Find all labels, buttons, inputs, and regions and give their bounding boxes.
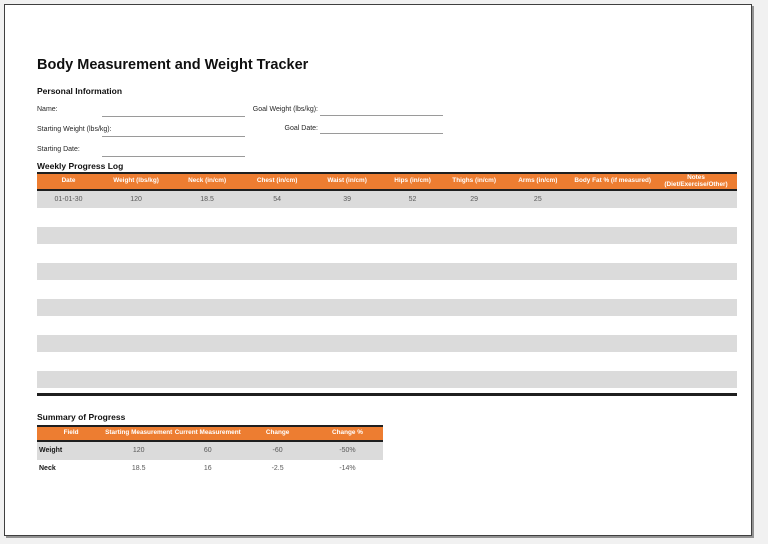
weekly-log-heading: Weekly Progress Log <box>37 161 124 171</box>
summary-col-change-pct: Change % <box>332 429 363 437</box>
summary-heading: Summary of Progress <box>37 412 126 422</box>
summary-col-change: Change <box>265 429 290 437</box>
summary-row-neck <box>37 460 383 478</box>
weekly-log-table <box>37 172 737 396</box>
empty-log-row[interactable] <box>37 371 737 388</box>
goal-weight-input[interactable] <box>320 106 443 116</box>
cell-weight[interactable]: 120 <box>130 196 142 203</box>
table-bottom-rule <box>37 393 737 396</box>
weekly-log-row-1 <box>37 191 737 208</box>
summary-current-value: 16 <box>203 465 212 472</box>
cell-hips[interactable]: 52 <box>408 196 417 203</box>
goal-weight-label: Goal Weight (lbs/kg): <box>252 106 318 113</box>
empty-log-row[interactable] <box>37 263 737 280</box>
col-header-hips: Hips (in/cm) <box>394 177 431 185</box>
empty-log-row[interactable] <box>37 335 737 352</box>
summary-change-pct-value: -50% <box>339 447 356 454</box>
cell-bodyfat[interactable] <box>570 191 655 208</box>
page-title: Body Measurement and Weight Tracker <box>37 57 309 73</box>
summary-table <box>37 425 383 478</box>
summary-change-value: -60 <box>272 447 283 454</box>
summary-starting-value: 18.5 <box>131 465 146 472</box>
empty-log-row[interactable] <box>37 227 737 244</box>
summary-row-weight <box>37 442 383 460</box>
summary-change-value: -2.5 <box>271 465 284 472</box>
cell-chest[interactable]: 54 <box>273 196 281 203</box>
col-header-waist: Waist (in/cm) <box>327 177 367 185</box>
col-header-date: Date <box>61 177 76 185</box>
summary-col-current: Current Measurement <box>174 429 241 437</box>
summary-current-value: 60 <box>203 447 212 454</box>
document-page <box>4 4 752 536</box>
col-header-thighs: Thighs (in/cm) <box>452 177 496 185</box>
empty-log-row[interactable] <box>37 299 737 316</box>
cell-thighs[interactable]: 29 <box>470 196 479 203</box>
cell-arms[interactable]: 25 <box>533 196 542 203</box>
summary-col-starting: Starting Measurement <box>105 429 173 437</box>
summary-col-field: Field <box>63 429 79 437</box>
summary-starting-value: 120 <box>132 447 145 454</box>
goal-date-input[interactable] <box>320 124 443 134</box>
goal-date-label: Goal Date: <box>284 125 318 132</box>
starting-weight-label: Starting Weight (lbs/kg): <box>37 126 112 133</box>
col-header-bodyfat: Body Fat % (if measured) <box>574 177 652 185</box>
name-label: Name: <box>37 106 58 113</box>
col-header-notes: Notes (Diet/Exercise/Other) <box>664 174 728 188</box>
summary-field-name: Neck <box>39 465 56 472</box>
col-header-weight: Weight (lbs/kg) <box>113 177 159 185</box>
col-header-arms: Arms (in/cm) <box>518 177 558 185</box>
summary-change-pct-value: -14% <box>339 465 356 472</box>
summary-field-name: Weight <box>39 447 63 454</box>
starting-date-input[interactable] <box>102 147 245 157</box>
summary-header-row <box>37 427 383 442</box>
personal-info-heading: Personal Information <box>37 86 123 96</box>
col-header-chest: Chest (in/cm) <box>256 177 298 185</box>
cell-date[interactable]: 01-01-30 <box>54 196 83 203</box>
weekly-log-header-row <box>37 174 737 191</box>
starting-date-label: Starting Date: <box>37 146 80 153</box>
cell-waist[interactable]: 39 <box>343 196 351 203</box>
col-header-neck: Neck (in/cm) <box>188 177 227 185</box>
cell-neck[interactable]: 18.5 <box>200 196 214 203</box>
cell-notes[interactable] <box>655 191 737 208</box>
